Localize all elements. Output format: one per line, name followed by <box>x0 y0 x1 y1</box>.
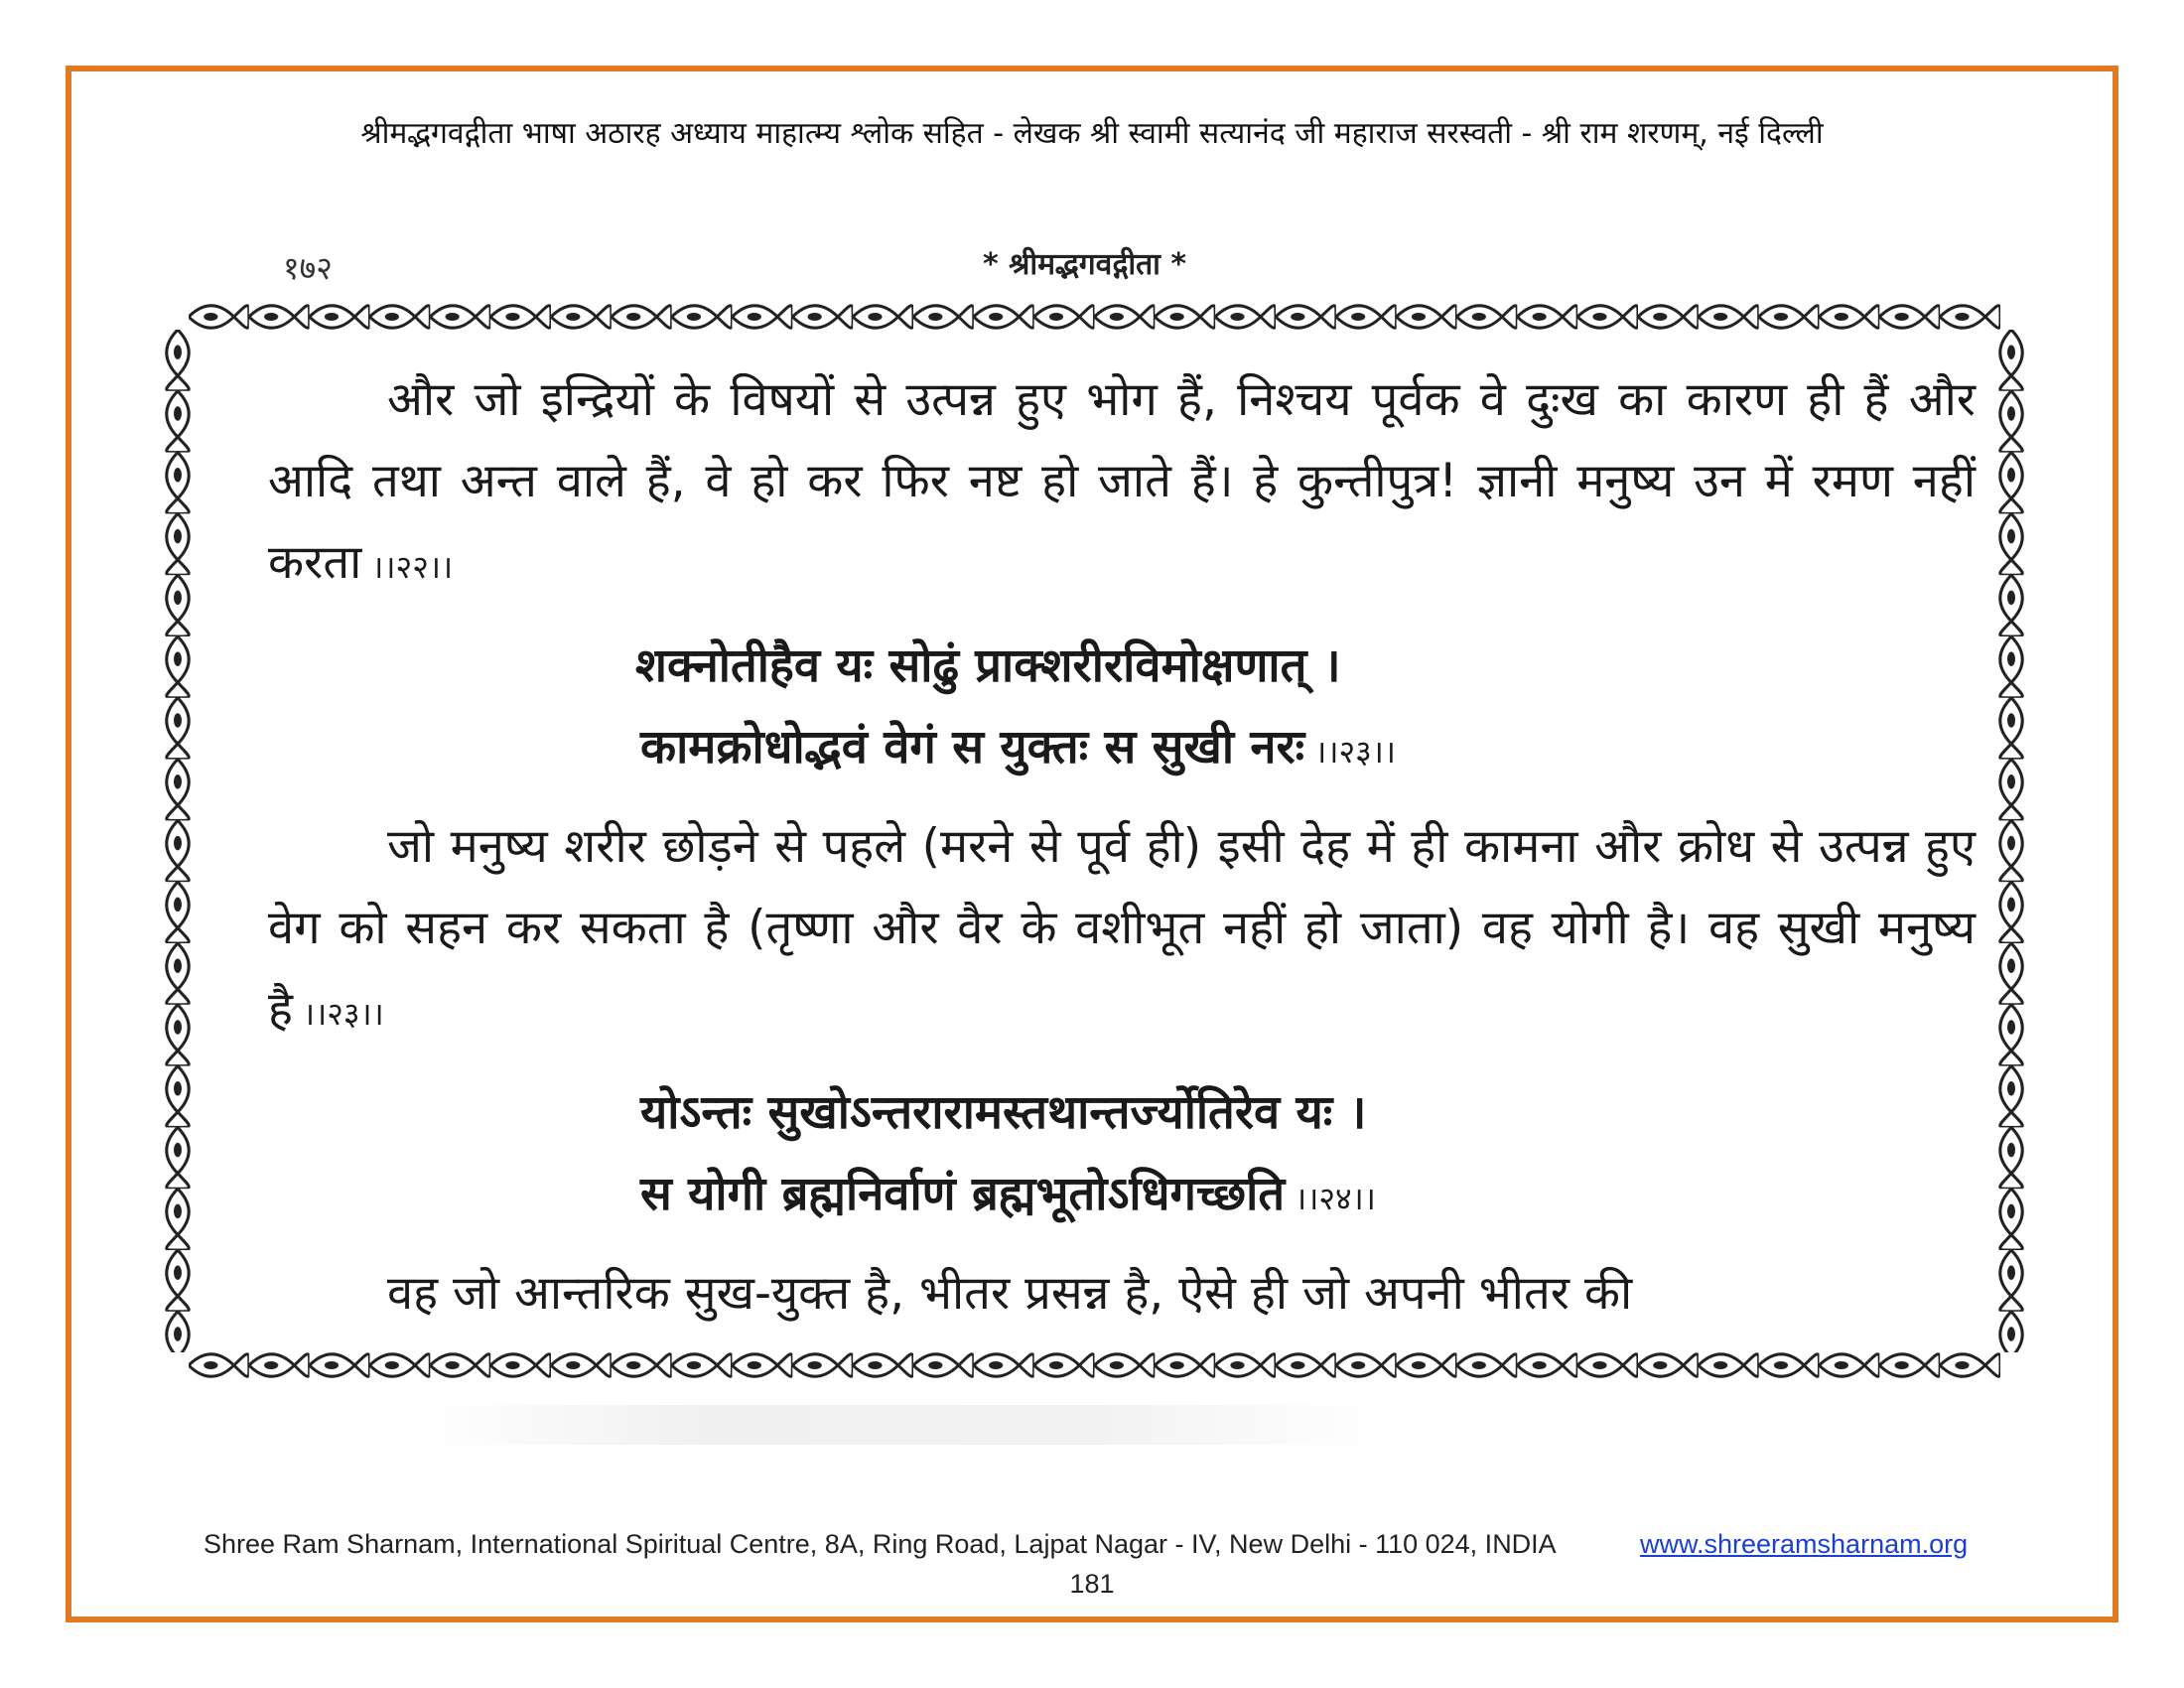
verse-line-text: कामक्रोधोद्भवं वेगं स युक्तः स सुखी नरः <box>640 720 1305 774</box>
scanned-page <box>159 300 2030 1382</box>
verse-line-text: स योगी ब्रह्मनिर्वाणं ब्रह्मभूतोऽधिगच्छति <box>640 1167 1286 1221</box>
sanskrit-verse-23 <box>268 626 1976 792</box>
verse-line: योऽन्तः सुखोऽन्तरारामस्तथान्तर्ज्योतिरेव यः । <box>640 1085 1367 1140</box>
verse-number: ।।२३।। <box>302 995 384 1033</box>
sanskrit-verse-24 <box>268 1072 1976 1239</box>
document-header: श्रीमद्भगवद्गीता भाषा अठारह अध्याय माहात्म्य श्लोक सहित - लेखक श्री स्वामी सत्यानंद जी महाराज सरस्वती - श्री राम शरणम्, नई दिल्ली <box>360 116 1824 151</box>
paragraph-text: वह जो आन्तरिक सुख-युक्त है, भीतर प्रसन्न है, ऐसे ही जो अपनी भीतर की <box>387 1266 1633 1321</box>
verse-line <box>268 1154 1976 1239</box>
paragraph-text: जो मनुष्य शरीर छोड़ने से पहले (मरने से पूर्व ही) इसी देह में ही कामना और क्रोध से उत्पन्न हुए वेग को सहन कर सकता है (तृष्णा और वैर के वशीभूत नहीं हो जाता) वह योगी है। वह सुखी मनुष्य है <box>268 819 1976 1037</box>
paragraph-verse-24-translation <box>268 1253 1976 1335</box>
verse-line: शक्नोतीहैव यः सोढुं प्राक्शरीरविमोक्षणात् । <box>635 638 1341 693</box>
scanned-book-title: * श्रीमद्भगवद्गीता * <box>983 247 1187 282</box>
ornamental-border-bottom <box>189 1348 2000 1382</box>
verse-number: ।।२२।। <box>371 548 454 586</box>
verse-number: ।।२३।। <box>1314 733 1396 771</box>
ornamental-border-right <box>1992 330 2030 1352</box>
verse-number: ।।२४।। <box>1295 1180 1376 1217</box>
ornamental-border-left <box>159 330 197 1352</box>
scan-smudge <box>417 1405 1390 1445</box>
paragraph-verse-22-translation <box>268 359 1976 608</box>
scanned-text-content <box>268 359 1976 1335</box>
paragraph-verse-23-translation <box>268 806 1976 1055</box>
verse-line <box>268 707 1976 792</box>
scanned-page-number: १७२ <box>283 249 333 287</box>
footer-page-number: 181 <box>1069 1569 1115 1599</box>
website-link[interactable]: www.shreeramsharnam.org <box>1640 1529 1969 1559</box>
footer-address: Shree Ram Sharnam, International Spiritual Centre, 8A, Ring Road, Lajpat Nagar - IV, New Delhi - 110 024, INDIA <box>204 1529 1557 1559</box>
paragraph-text: और जो इन्द्रियों के विषयों से उत्पन्न हुए भोग हैं, निश्चय पूर्वक वे दुःख का कारण ही हैं और आदि तथा अन्त वाले हैं, वे हो कर फिर नष्ट हो जाते हैं। हे कुन्तीपुत्र! ज्ञानी मनुष्य उन में रमण नहीं करता <box>268 372 1976 590</box>
ornamental-border-top <box>189 300 2000 334</box>
